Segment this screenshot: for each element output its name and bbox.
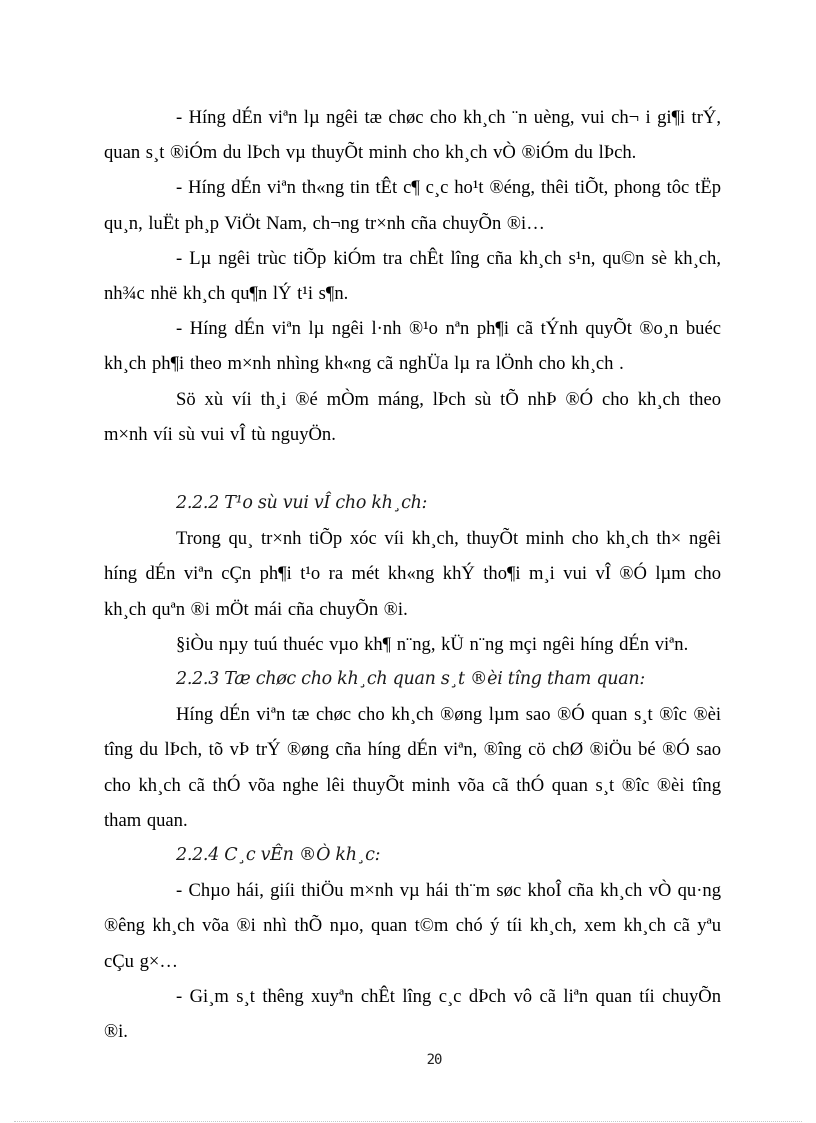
paragraph-supervise-services: - Gi¸m s¸t thêng xuyªn chÊt lîng c¸c dÞch vô cã liªn quan tíi chuyÕn ®i. — [104, 985, 721, 1043]
paragraph-polite-attitude: Sö xù víi th¸i ®é mÒm máng, lÞch sù tÕ nhÞ ®Ó cho kh¸ch theo m×nh víi sù vui vÎ tù nguyÖn. — [104, 388, 721, 445]
section-heading-2-2-2: 2.2.2 T¹o sù vui vÎ cho kh¸ch: — [176, 493, 428, 514]
paragraph-organize-sightseeing: Híng dÉn viªn tæ chøc cho kh¸ch ®øng lµm sao ®Ó quan s¸t ®îc ®èi tîng du lÞch, tõ vÞ trÝ ®øng cña híng dÉn viªn, ®îng cö chØ ®iÖu bé ®Ó sao cho kh¸ch cã thÓ võa nghe lêi thuyÕt minh võa cã thÓ quan s¸t ®îc ®èi tîng tham quan. — [104, 704, 721, 831]
paragraph-guide-organizes-activities: - Híng dÉn viªn lµ ngêi tæ chøc cho kh¸ch ¨n uèng, vui ch¬ i gi¶i trÝ, quan s¸t ®iÓm du lÞch vµ thuyÕt minh cho kh¸ch vÒ ®iÓm du lÞch. — [104, 107, 721, 164]
section-heading-2-2-3: 2.2.3 Tæ chøc cho kh¸ch quan s¸t ®èi tîng tham quan: — [176, 669, 645, 690]
section-heading-2-2-4: 2.2.4 C¸c vÊn ®Ò kh¸c: — [176, 845, 381, 866]
paragraph-guide-leadership: - Híng dÉn viªn lµ ngêi l·nh ®¹o nªn ph¶i cã tÝnh quyÕt ®o¸n buéc kh¸ch ph¶i theo m×nh nhìng kh«ng cã nghÜa lµ ra lÖnh cho kh¸ch . — [104, 318, 721, 375]
paragraph-guide-checks-quality: - Lµ ngêi trùc tiÕp kiÓm tra chÊt lîng cña kh¸ch s¹n, qu©n sè kh¸ch, nh¾c nhë kh¸ch qu¶n lÝ t¹i s¶n. — [104, 247, 721, 305]
page-break-divider — [14, 1121, 802, 1122]
section-spacer — [104, 452, 721, 486]
paragraph-guide-informs: - Híng dÉn viªn th«ng tin tÊt c¶ c¸c ho¹t ®éng, thêi tiÕt, phong tôc tËp qu¸n, luËt ph¸p ViÖt Nam, ch¬ng tr×nh cña chuyÕn ®i… — [104, 177, 721, 234]
document-body — [104, 100, 721, 1049]
paragraph-greetings: - Chµo hái, giíi thiÖu m×nh vµ hái th¨m søc khoÎ cña kh¸ch vÒ qu·ng ®êng kh¸ch võa ®i nhì thÕ nµo, quan t©m chó ý tíi kh¸ch, xem kh¸ch cã yªu cÇu g×… — [104, 880, 721, 972]
page-number: 20 — [426, 1052, 442, 1068]
paragraph-create-joy: Trong qu¸ tr×nh tiÕp xóc víi kh¸ch, thuyÕt minh cho kh¸ch th× ngêi híng dÉn viªn cÇn ph¶i t¹o ra mét kh«ng khÝ tho¶i m¸i vui vÎ ®Ó lµm cho kh¸ch quªn ®i mÖt mái cña chuyÕn ®i. — [104, 528, 721, 620]
paragraph-depends-on-skill: §iÒu nµy tuú thuéc vµo kh¶ n¨ng, kÜ n¨ng mçi ngêi híng dÉn viªn. — [176, 633, 689, 655]
